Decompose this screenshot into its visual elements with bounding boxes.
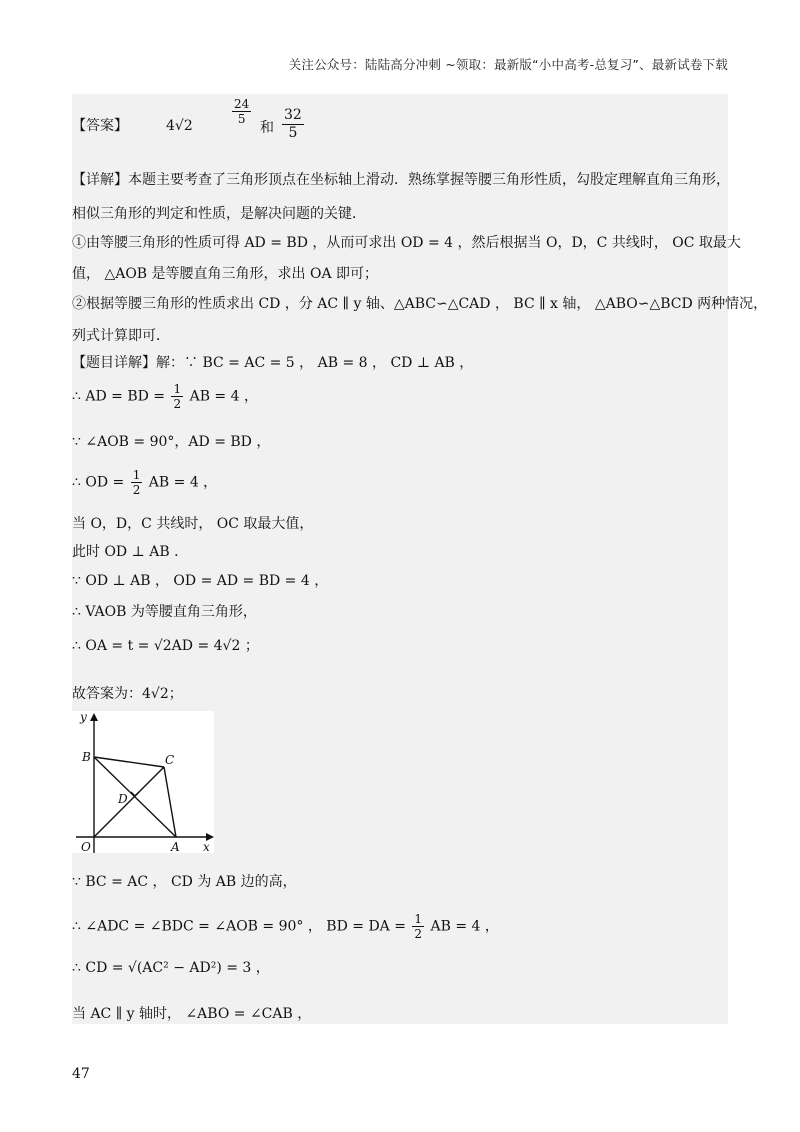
solution-line-8: ∴ VAOB 为等腰直角三角形， [72, 604, 257, 620]
solution-line-2 [72, 382, 258, 411]
fraction-numerator: 32 [284, 107, 302, 123]
fraction-denominator: 2 [414, 927, 423, 941]
coordinate-figure [72, 711, 214, 853]
part2-2-pre: ∴ ∠ADC = ∠BDC = ∠AOB = 90° ， BD = DA = [72, 918, 406, 935]
fraction-numerator: 1 [173, 382, 182, 396]
solution-4-post: AB = 4 ， [148, 474, 218, 491]
detail-line-2: 相似三角形的判定和性质，是解决问题的关键． [72, 206, 366, 222]
label-o: O [81, 840, 91, 853]
label-y: y [80, 711, 87, 724]
answer-value-1: 4√2 [166, 118, 193, 134]
answer-fraction-1 [230, 97, 253, 126]
label-a: A [171, 840, 180, 853]
solution-line-4 [72, 468, 217, 497]
part2-2-post: AB = 4 ， [430, 918, 499, 935]
part2-2-fraction [412, 912, 424, 941]
part2-line-1: ∵ BC = AC ， CD 为 AB 边的高， [72, 874, 297, 890]
solution-2-fraction [171, 382, 183, 411]
page-number: 47 [72, 1066, 90, 1082]
part2-line-2 [72, 912, 499, 941]
solution-line-1: 【题目详解】解：∵ BC = AC = 5 ， AB = 8 ， CD ⊥ AB ， [72, 355, 474, 371]
label-x: x [203, 840, 210, 853]
detail-line-5: ②根据等腰三角形的性质求出 CD ，分 AC ∥ y 轴、△ABC∽△CAD ， BC ∥ x 轴， △ABO∽△BCD 两种情况， [72, 296, 768, 312]
solution-line-3: ∵ ∠AOB = 90°，AD = BD ， [72, 434, 271, 450]
label-c: C [165, 753, 175, 767]
page-header: 关注公众号：陆陆高分冲刺 ~领取：最新版“小中高考-总复习”、最新试卷下载 [288, 57, 728, 72]
solution-line-7: ∵ OD ⊥ AB ， OD = AD = BD = 4 ， [72, 573, 329, 589]
answer-joiner: 和 [260, 120, 274, 136]
solution-4-fraction [131, 468, 143, 497]
solution-4-pre: ∴ OD = [72, 474, 125, 491]
solution-2-post: AB = 4 ， [189, 388, 258, 405]
solution-2-pre: ∴ AD = BD = [72, 388, 166, 405]
content-panel [72, 94, 768, 1024]
fraction-numerator: 24 [234, 97, 250, 111]
label-d: D [118, 792, 128, 806]
fraction-numerator: 1 [132, 468, 141, 482]
part2-line-4: 当 AC ∥ y 轴时， ∠ABO = ∠CAB ， [72, 1006, 312, 1022]
solution-line-6: 此时 OD ⊥ AB ． [72, 544, 189, 560]
segment-bc [94, 757, 164, 767]
part2-line-3: ∴ CD = √(AC² − AD²) = 3 ， [72, 960, 270, 976]
answer-label: 【答案】 [72, 118, 128, 134]
detail-line-3: ①由等腰三角形的性质可得 AD = BD ，从而可求出 OD = 4 ，然后根据当 O，D，C 共线时， OC 取最大 [72, 235, 741, 251]
fraction-denominator: 5 [288, 125, 298, 141]
fraction-numerator: 1 [414, 912, 423, 926]
solution-line-9: ∴ OA = t = √2AD = 4√2 ； [72, 638, 259, 654]
label-b: B [82, 750, 91, 764]
segment-oc [94, 767, 164, 837]
detail-line-4: 值， △AOB 是等腰直角三角形，求出 OA 即可； [72, 266, 379, 282]
y-arrowhead [90, 713, 98, 721]
fraction-denominator: 2 [173, 397, 182, 411]
fraction-denominator: 5 [237, 112, 246, 126]
right-angle-mark [131, 792, 139, 796]
answer-line [72, 116, 128, 136]
detail-line-6: 列式计算即可． [72, 328, 170, 344]
solution-line-5: 当 O，D，C 共线时， OC 取最大值， [72, 516, 314, 532]
solution-line-10: 故答案为：4√2； [72, 686, 183, 702]
answer-fraction-2 [280, 107, 306, 142]
detail-line-1: 【详解】本题主要考查了三角形顶点在坐标轴上滑动．熟练掌握等腰三角形性质，勾股定理解直角三角形， [72, 172, 730, 188]
fraction-denominator: 2 [132, 483, 141, 497]
